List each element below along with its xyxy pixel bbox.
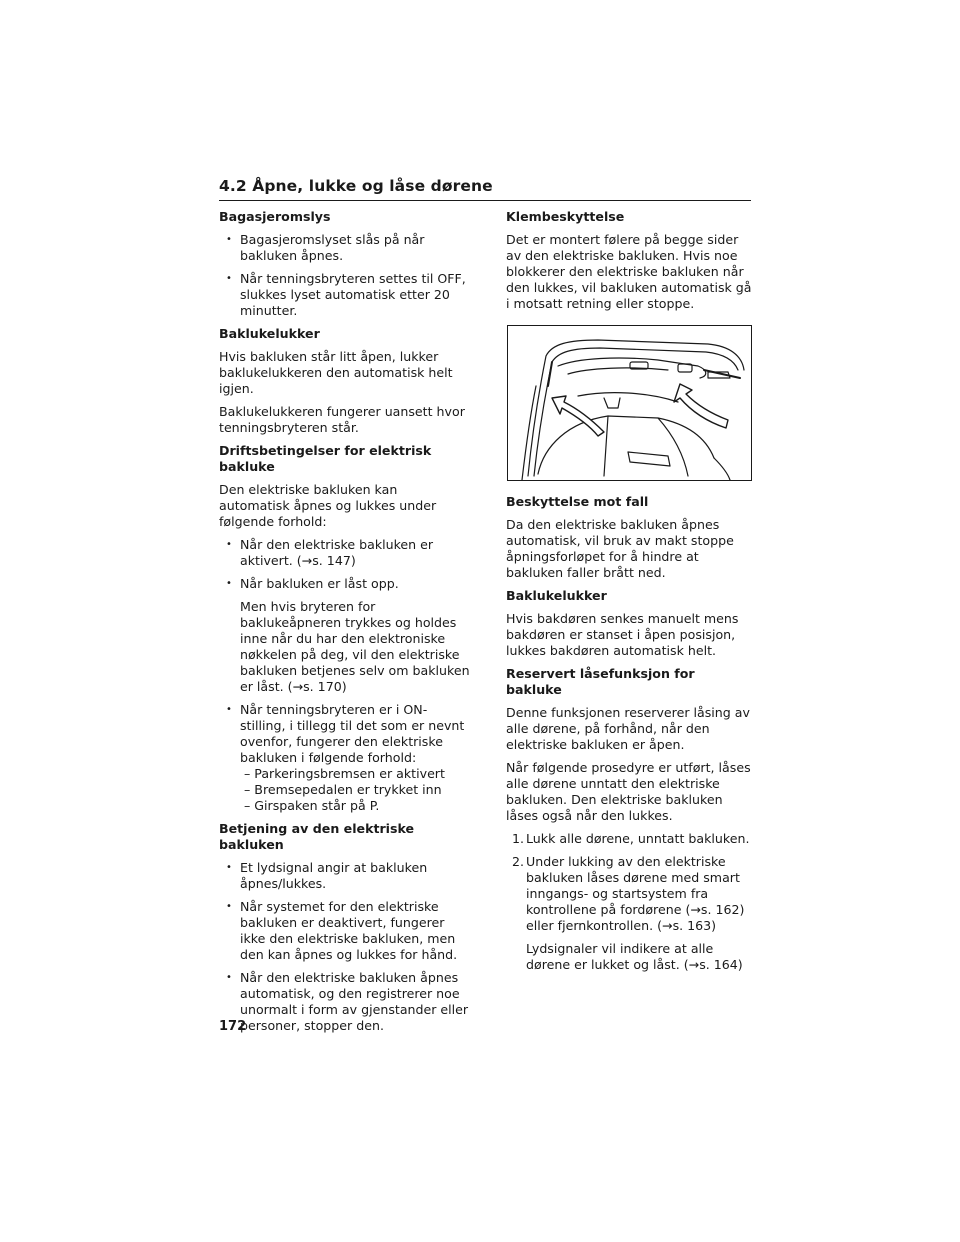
heading-baklukelukker-2: Baklukelukker <box>506 588 607 603</box>
list-item: • Et lydsignal angir at bakluken åpnes/lukkes. <box>219 860 471 892</box>
heading-driftsbetingelser: Driftsbetingelser for elektrisk bakluke <box>219 443 432 474</box>
heading-klembeskyttelse: Klembeskyttelse <box>506 209 625 224</box>
list-item: • Når den elektriske bakluken er aktivert. (→s. 147) <box>219 537 471 569</box>
heading-bagasjeromslys: Bagasjeromslys <box>219 209 331 224</box>
list-item: • Bagasjeromslyset slås på når bakluken åpnes. <box>219 232 471 264</box>
dash-item: – Parkeringsbremsen er aktivert <box>244 766 445 781</box>
heading-baklukelukker: Baklukelukker <box>219 326 320 341</box>
step-number: 1. <box>512 831 525 846</box>
paragraph: Baklukelukkeren fungerer uansett hvor tenningsbryteren står. <box>219 404 465 435</box>
tailgate-sensor-drawing <box>508 326 751 480</box>
paragraph: Det er montert følere på begge sider av den elektriske bakluken. Hvis noe blokkerer den elektriske bakluken når den lukkes, vil bakluken automatisk gå i motsatt retning eller stoppe. <box>506 232 752 311</box>
bullet-list-bagasjeromslys <box>219 232 471 319</box>
procedure-steps <box>506 831 754 973</box>
section-header <box>219 176 751 201</box>
step-item <box>506 831 754 847</box>
dash-item: – Girspaken står på P. <box>244 798 380 813</box>
right-column <box>506 209 754 980</box>
paragraph: Den elektriske bakluken kan automatisk åpnes og lukkes under følgende forhold: <box>219 482 437 529</box>
paragraph: Hvis bakdøren senkes manuelt mens bakdøren er stanset i åpen posisjon, lukkes bakdøren automatisk helt. <box>506 611 739 658</box>
list-item-note: Men hvis bryteren for baklukeåpneren trykkes og holdes inne når du har den elektroniske nøkkelen på deg, vil den elektriske bakluken betjenes selv om bakluken er låst. (→s. 170) <box>240 599 470 694</box>
list-item <box>219 576 471 695</box>
list-item: • Når systemet for den elektriske bakluken er deaktivert, fungerer ikke den elektriske bakluken, men den kan åpnes og lukkes for hånd. <box>219 899 471 963</box>
list-item-text: Når tenningsbryteren er i ON-stilling, i tillegg til det som er nevnt ovenfor, fungerer den elektriske bakluken i følgende forhold: <box>240 702 465 765</box>
heading-beskyttelse-mot-fall: Beskyttelse mot fall <box>506 494 649 509</box>
heading-reservert-lasefunksjon: Reservert låsefunksjon for bakluke <box>506 666 695 697</box>
step-item <box>506 854 754 973</box>
list-item: • Når tenningsbryteren settes til OFF, slukkes lyset automatisk etter 20 minutter. <box>219 271 471 319</box>
heading-betjening: Betjening av den elektriske bakluken <box>219 821 415 852</box>
list-item-text: Når bakluken er låst opp. <box>240 576 399 591</box>
tailgate-illustration <box>507 325 752 481</box>
bullet-list-betjening <box>219 860 471 1034</box>
paragraph: Hvis bakluken står litt åpen, lukker baklukelukkeren den automatisk helt igjen. <box>219 349 453 396</box>
paragraph: Da den elektriske bakluken åpnes automatisk, vil bruk av makt stoppe åpningsforløpet for å hindre at bakluken faller brått ned. <box>506 517 734 580</box>
step-text: Under lukking av den elektriske bakluken låses dørene med smart inngangs- og startsystem fra kontrollene på fordørene (→s. 162) eller fjernkontrollen. (→s. 163) <box>526 854 745 933</box>
list-item <box>219 702 471 814</box>
bullet-list-driftsbetingelser <box>219 537 471 814</box>
paragraph: Når følgende prosedyre er utført, låses alle dørene unntatt den elektriske bakluken. Den elektriske bakluken låses også når den lukkes. <box>506 760 751 823</box>
page-number: 172 <box>219 1019 247 1034</box>
dash-item: – Bremsepedalen er trykket inn <box>244 782 442 797</box>
left-column <box>219 209 471 1041</box>
step-note: Lydsignaler vil indikere at alle dørene er lukket og låst. (→s. 164) <box>526 941 743 972</box>
list-item: • Når den elektriske bakluken åpnes automatisk, og den registrerer noe unormalt i form av gjenstander eller personer, stopper den. <box>219 970 471 1034</box>
section-title: 4.2 Åpne, lukke og låse dørene <box>219 177 493 195</box>
step-text: Lukk alle dørene, unntatt bakluken. <box>526 831 750 846</box>
step-number: 2. <box>512 854 525 869</box>
paragraph: Denne funksjonen reserverer låsing av alle dørene, på forhånd, når den elektriske bakluken er åpen. <box>506 705 750 752</box>
